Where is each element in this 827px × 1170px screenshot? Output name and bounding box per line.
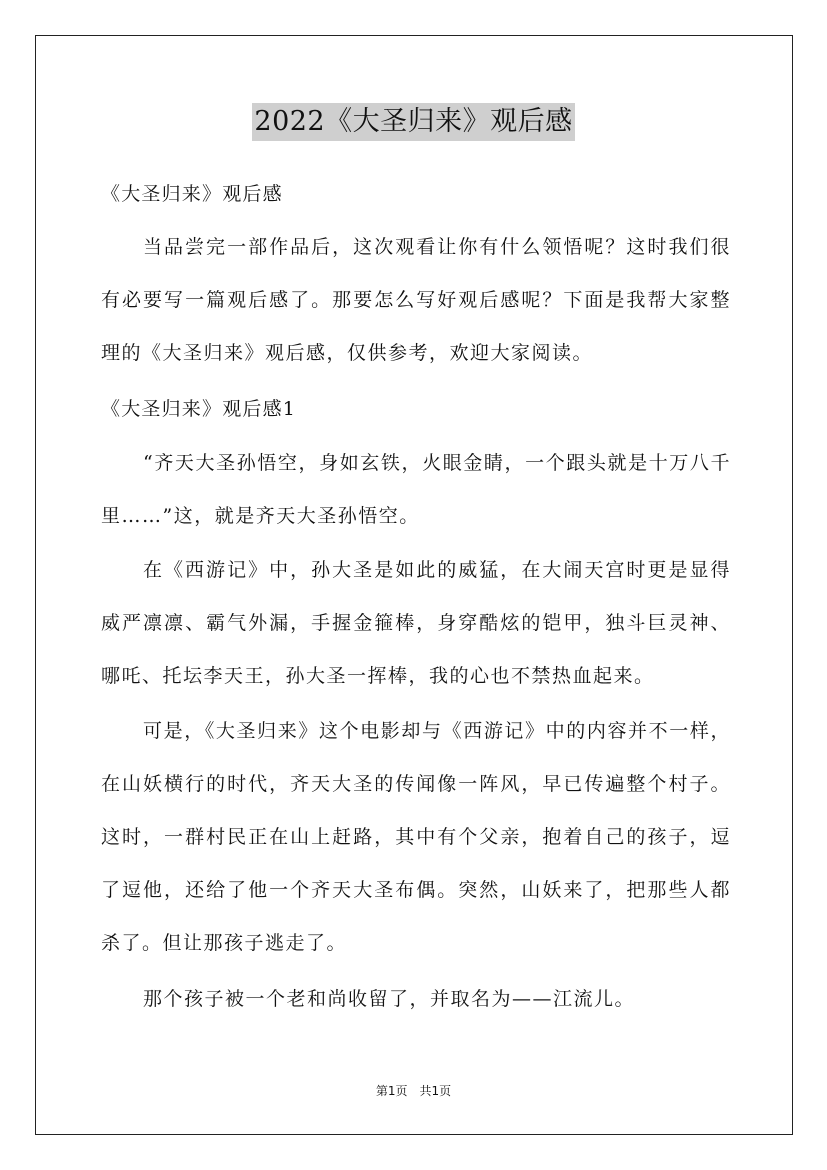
- paragraph-4: 那个孩子被一个老和尚收留了，并取名为——江流儿。: [143, 988, 636, 1010]
- title-container: [0, 103, 827, 141]
- document-subtitle: 《大圣归来》观后感: [101, 183, 283, 205]
- paragraph-2: 在《西游记》中，孙大圣是如此的威猛，在大闹天宫时更是显得威严凛凛、霸气外漏，手握金箍棒，身穿酷炫的铠甲，独斗巨灵神、哪吒、托坛李天王，孙大圣一挥棒，我的心也不禁热血起来。: [101, 559, 731, 687]
- paragraph-3: 可是，《大圣归来》这个电影却与《西游记》中的内容并不一样，在山妖横行的时代，齐天大圣的传闻像一阵风，早已传遍整个村子。这时，一群村民正在山上赶路，其中有个父亲，抱着自己的孩子，逗了逗他，还给了他一个齐天大圣布偶。突然，山妖来了，把那些人都杀了。但让那孩子逃走了。: [101, 720, 731, 954]
- intro-paragraph: 当品尝完一部作品后，这次观看让你有什么领悟呢？这时我们很有必要写一篇观后感了。那要怎么写好观后感呢？下面是我帮大家整理的《大圣归来》观后感，仅供参考，欢迎大家阅读。: [101, 236, 731, 364]
- section-heading: 《大圣归来》观后感1: [101, 398, 297, 420]
- page-footer: 第1页 共1页: [375, 1084, 452, 1098]
- document-title: 2022《大圣归来》观后感: [252, 103, 574, 141]
- paragraph-1: “齐天大圣孙悟空，身如玄铁，火眼金睛，一个跟头就是十万八千里……”这，就是齐天大圣孙悟空。: [101, 452, 731, 527]
